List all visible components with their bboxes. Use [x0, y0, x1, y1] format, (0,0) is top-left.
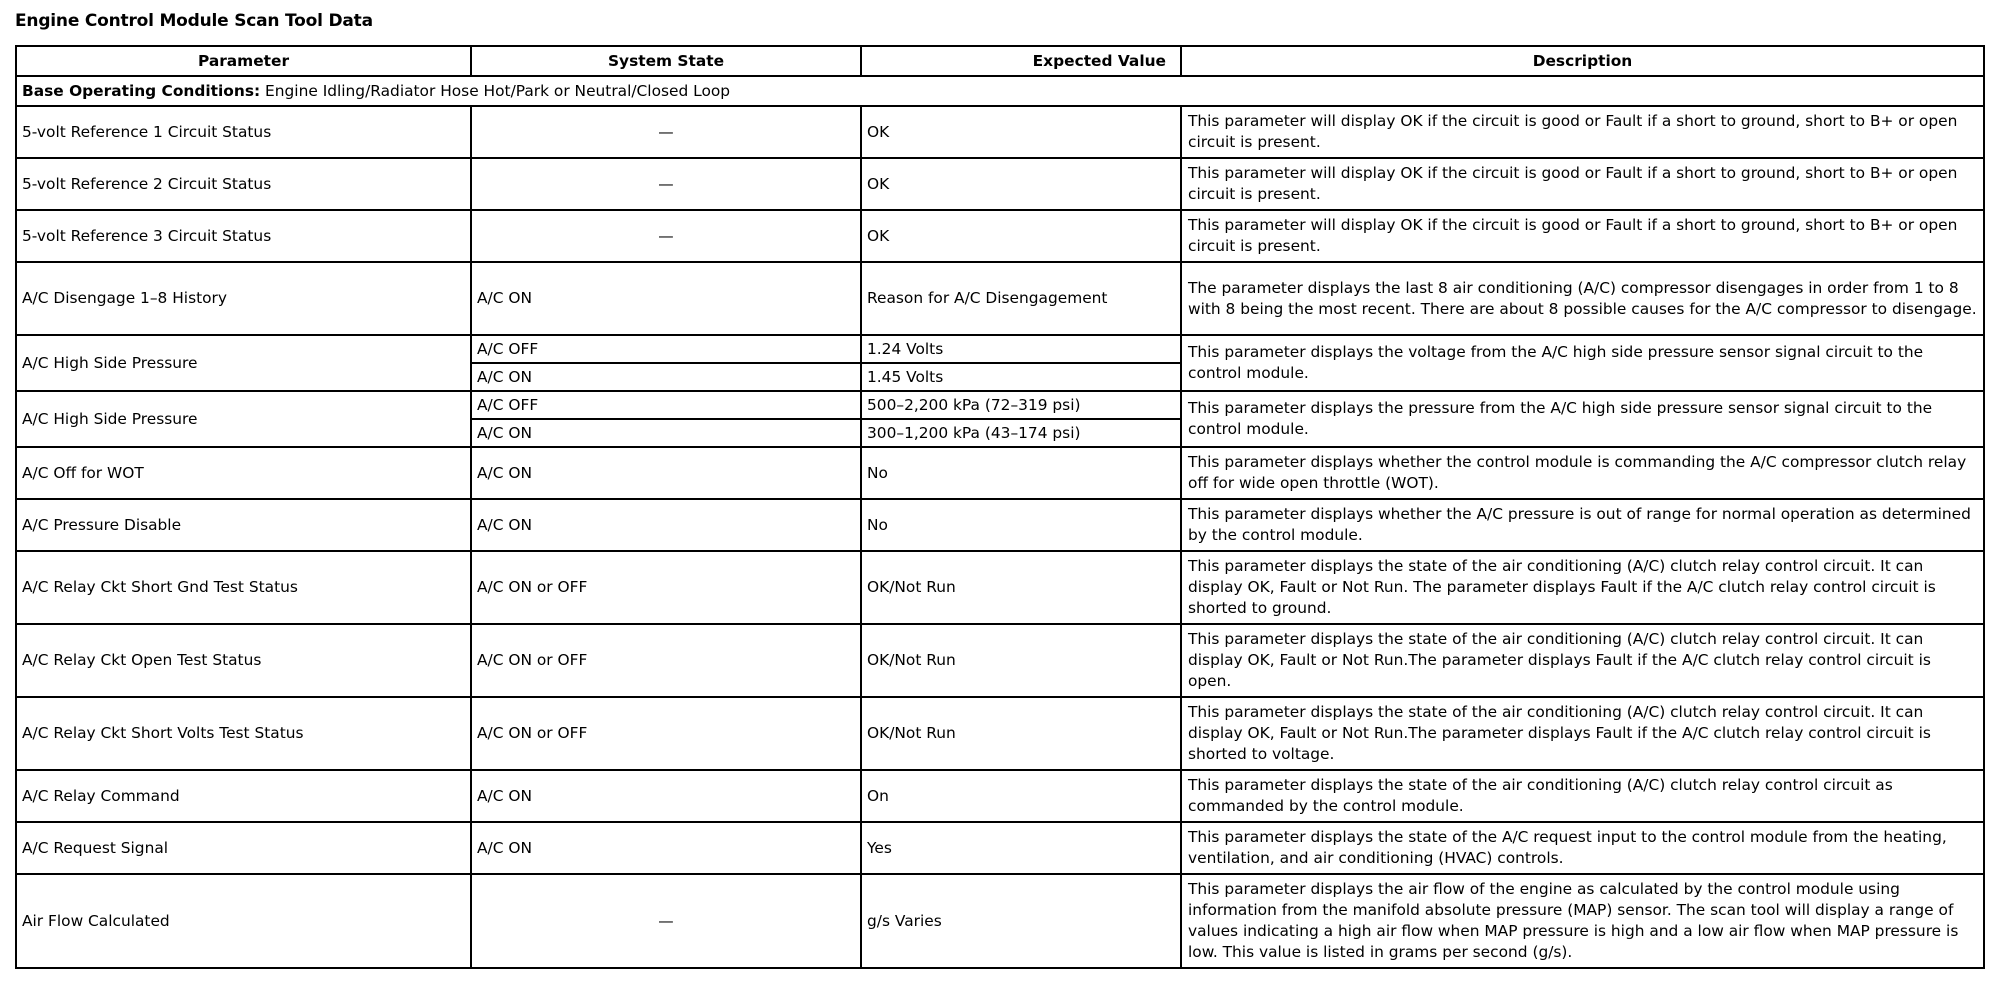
- parameter-cell: A/C Relay Ckt Short Volts Test Status: [16, 697, 471, 770]
- system-state-cell: A/C ON: [471, 499, 861, 551]
- table-header-row: [16, 46, 1984, 76]
- parameter-cell: A/C Off for WOT: [16, 447, 471, 499]
- table-row: [16, 624, 1984, 697]
- system-state-cell: A/C ON: [471, 419, 861, 447]
- parameter-cell: 5-volt Reference 1 Circuit Status: [16, 106, 471, 158]
- header-system-state: System State: [471, 46, 861, 76]
- description-cell: This parameter displays the pressure from the A/C high side pressure sensor signal circuit to the control module.: [1181, 391, 1984, 447]
- parameter-cell: A/C High Side Pressure: [16, 335, 471, 391]
- expected-value-cell: g/s Varies: [861, 874, 1181, 968]
- table-row: [16, 551, 1984, 624]
- table-row: [16, 770, 1984, 822]
- parameter-cell: 5-volt Reference 2 Circuit Status: [16, 158, 471, 210]
- system-state-cell: —: [471, 210, 861, 262]
- description-cell: This parameter displays the state of the A/C request input to the control module from the heating, ventilation, and air conditioning (HVAC) controls.: [1181, 822, 1984, 874]
- system-state-cell: A/C ON: [471, 447, 861, 499]
- table-row: [16, 499, 1984, 551]
- expected-value-cell: OK: [861, 210, 1181, 262]
- base-conditions-row: [16, 76, 1984, 106]
- description-cell: This parameter displays the state of the air conditioning (A/C) clutch relay control circuit. It can display OK, Fault or Not Run.The parameter displays Fault if the A/C clutch relay control circuit is shorted to voltage.: [1181, 697, 1984, 770]
- system-state-cell: A/C ON or OFF: [471, 551, 861, 624]
- system-state-cell: A/C ON: [471, 822, 861, 874]
- expected-value-cell: 300–1,200 kPa (43–174 psi): [861, 419, 1181, 447]
- expected-value-cell: OK/Not Run: [861, 697, 1181, 770]
- parameter-cell: A/C Request Signal: [16, 822, 471, 874]
- description-cell: This parameter displays the state of the air conditioning (A/C) clutch relay control circuit. It can display OK, Fault or Not Run.The parameter displays Fault if the A/C clutch relay control circuit is open.: [1181, 624, 1984, 697]
- system-state-cell: —: [471, 106, 861, 158]
- description-cell: This parameter displays the state of the air conditioning (A/C) clutch relay control circuit. It can display OK, Fault or Not Run. The parameter displays Fault if the A/C clutch relay control circuit is shorted to ground.: [1181, 551, 1984, 624]
- description-cell: This parameter displays whether the A/C pressure is out of range for normal operation as determined by the control module.: [1181, 499, 1984, 551]
- parameter-cell: 5-volt Reference 3 Circuit Status: [16, 210, 471, 262]
- parameter-cell: A/C Relay Ckt Open Test Status: [16, 624, 471, 697]
- expected-value-cell: Reason for A/C Disengagement: [861, 262, 1181, 335]
- description-cell: This parameter displays the voltage from the A/C high side pressure sensor signal circuit to the control module.: [1181, 335, 1984, 391]
- parameter-cell: A/C High Side Pressure: [16, 391, 471, 447]
- system-state-cell: A/C OFF: [471, 335, 861, 363]
- expected-value-cell: OK: [861, 158, 1181, 210]
- parameter-cell: Air Flow Calculated: [16, 874, 471, 968]
- table-row: [16, 210, 1984, 262]
- page-title: Engine Control Module Scan Tool Data: [15, 11, 373, 31]
- expected-value-cell: 500–2,200 kPa (72–319 psi): [861, 391, 1181, 419]
- system-state-cell: A/C OFF: [471, 391, 861, 419]
- description-cell: This parameter will display OK if the circuit is good or Fault if a short to ground, short to B+ or open circuit is present.: [1181, 210, 1984, 262]
- description-cell: This parameter will display OK if the circuit is good or Fault if a short to ground, short to B+ or open circuit is present.: [1181, 158, 1984, 210]
- expected-value-cell: 1.45 Volts: [861, 363, 1181, 391]
- header-expected-value: Expected Value: [861, 46, 1181, 76]
- system-state-cell: A/C ON: [471, 770, 861, 822]
- table-row: [16, 335, 1984, 363]
- base-conditions-label: Base Operating Conditions:: [22, 81, 261, 100]
- expected-value-cell: 1.24 Volts: [861, 335, 1181, 363]
- scan-tool-data-table: [15, 45, 1985, 969]
- header-description: Description: [1181, 46, 1984, 76]
- system-state-cell: A/C ON: [471, 363, 861, 391]
- system-state-cell: —: [471, 874, 861, 968]
- expected-value-cell: No: [861, 499, 1181, 551]
- system-state-cell: —: [471, 158, 861, 210]
- table-row: [16, 447, 1984, 499]
- table-row: [16, 822, 1984, 874]
- description-cell: This parameter will display OK if the circuit is good or Fault if a short to ground, short to B+ or open circuit is present.: [1181, 106, 1984, 158]
- description-cell: This parameter displays the air flow of the engine as calculated by the control module using information from the manifold absolute pressure (MAP) sensor. The scan tool will display a range of values indicating a high air flow when MAP pressure is high and a low air flow when MAP pressure is low. This value is listed in grams per second (g/s).: [1181, 874, 1984, 968]
- system-state-cell: A/C ON or OFF: [471, 624, 861, 697]
- expected-value-cell: No: [861, 447, 1181, 499]
- parameter-cell: A/C Relay Command: [16, 770, 471, 822]
- table-row: [16, 106, 1984, 158]
- expected-value-cell: Yes: [861, 822, 1181, 874]
- expected-value-cell: OK/Not Run: [861, 551, 1181, 624]
- parameter-cell: A/C Disengage 1–8 History: [16, 262, 471, 335]
- description-cell: This parameter displays whether the control module is commanding the A/C compressor clutch relay off for wide open throttle (WOT).: [1181, 447, 1984, 499]
- table-row: [16, 874, 1984, 968]
- table-row: [16, 391, 1984, 419]
- expected-value-cell: On: [861, 770, 1181, 822]
- table-row: [16, 262, 1984, 335]
- header-parameter: Parameter: [16, 46, 471, 76]
- expected-value-cell: OK/Not Run: [861, 624, 1181, 697]
- expected-value-cell: OK: [861, 106, 1181, 158]
- table-row: [16, 158, 1984, 210]
- parameter-cell: A/C Pressure Disable: [16, 499, 471, 551]
- system-state-cell: A/C ON: [471, 262, 861, 335]
- description-cell: The parameter displays the last 8 air conditioning (A/C) compressor disengages in order from 1 to 8 with 8 being the most recent. There are about 8 possible causes for the A/C compressor to disengage.: [1181, 262, 1984, 335]
- description-cell: This parameter displays the state of the air conditioning (A/C) clutch relay control circuit as commanded by the control module.: [1181, 770, 1984, 822]
- system-state-cell: A/C ON or OFF: [471, 697, 861, 770]
- base-conditions-text: Engine Idling/Radiator Hose Hot/Park or Neutral/Closed Loop: [260, 81, 731, 100]
- table-row: [16, 697, 1984, 770]
- parameter-cell: A/C Relay Ckt Short Gnd Test Status: [16, 551, 471, 624]
